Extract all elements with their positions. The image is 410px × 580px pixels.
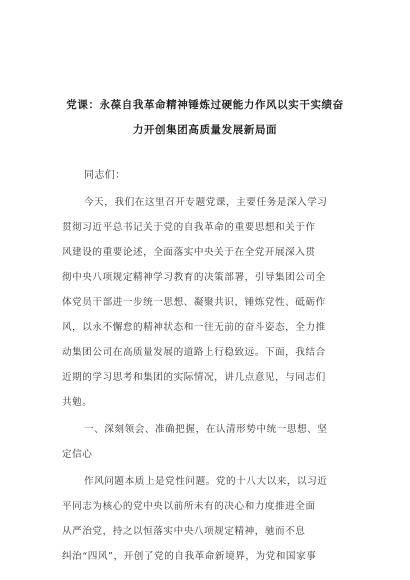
section-heading-line: 定信心 bbox=[62, 449, 93, 460]
paragraph-line: 从严治党，持之以恒落实中央八项规定精神，驰而不息 bbox=[62, 526, 306, 537]
section-heading-line: 一、深刻领会、准确把握，在认清形势中统一思想、坚 bbox=[84, 424, 328, 435]
paragraph-line: 风，以永不懈怠的精神状态和一往无前的奋斗姿态，全力推 bbox=[62, 322, 326, 333]
paragraph-line: 贯彻习近平总书记关于党的自我革命的重要思想和关于作 bbox=[62, 222, 316, 233]
document-title-line-2: 力开创集团高质量发展新局面 bbox=[132, 124, 278, 136]
paragraph-line: 动集团公司在高质量发展的道路上行稳致远。下面，我结合 bbox=[62, 347, 326, 358]
salutation: 同志们： bbox=[84, 170, 126, 181]
paragraph-line: 共勉。 bbox=[62, 397, 93, 408]
paragraph-line: 今天，我们在这里召开专题党课，主要任务是深入学习 bbox=[84, 197, 328, 208]
paragraph-line: 体党员干部进一步统一思想、凝聚共识，锤炼党性、砥砺作 bbox=[62, 297, 326, 308]
paragraph-line: 纠治“四风”，开创了党的自我革命新境界，为党和国家事 bbox=[62, 551, 317, 562]
paragraph-line: 彻中央八项规定精神学习教育的决策部署，引导集团公司全 bbox=[62, 272, 326, 283]
document-title-line-1: 党课：永葆自我革命精神锤炼过硬能力作风以实干实绩奋 bbox=[66, 99, 344, 111]
paragraph-line: 作风问题本质上是党性问题。党的十八大以来，以习近 bbox=[84, 476, 328, 487]
paragraph-line: 平同志为核心的党中央以前所未有的决心和力度推进全面 bbox=[62, 501, 316, 512]
paragraph-line: 近期的学习思考和集团的实际情况，讲几点意见，与同志们 bbox=[62, 372, 326, 383]
paragraph-line: 风建设的重要论述，全面落实中央关于在全党开展深入贯 bbox=[62, 247, 316, 258]
